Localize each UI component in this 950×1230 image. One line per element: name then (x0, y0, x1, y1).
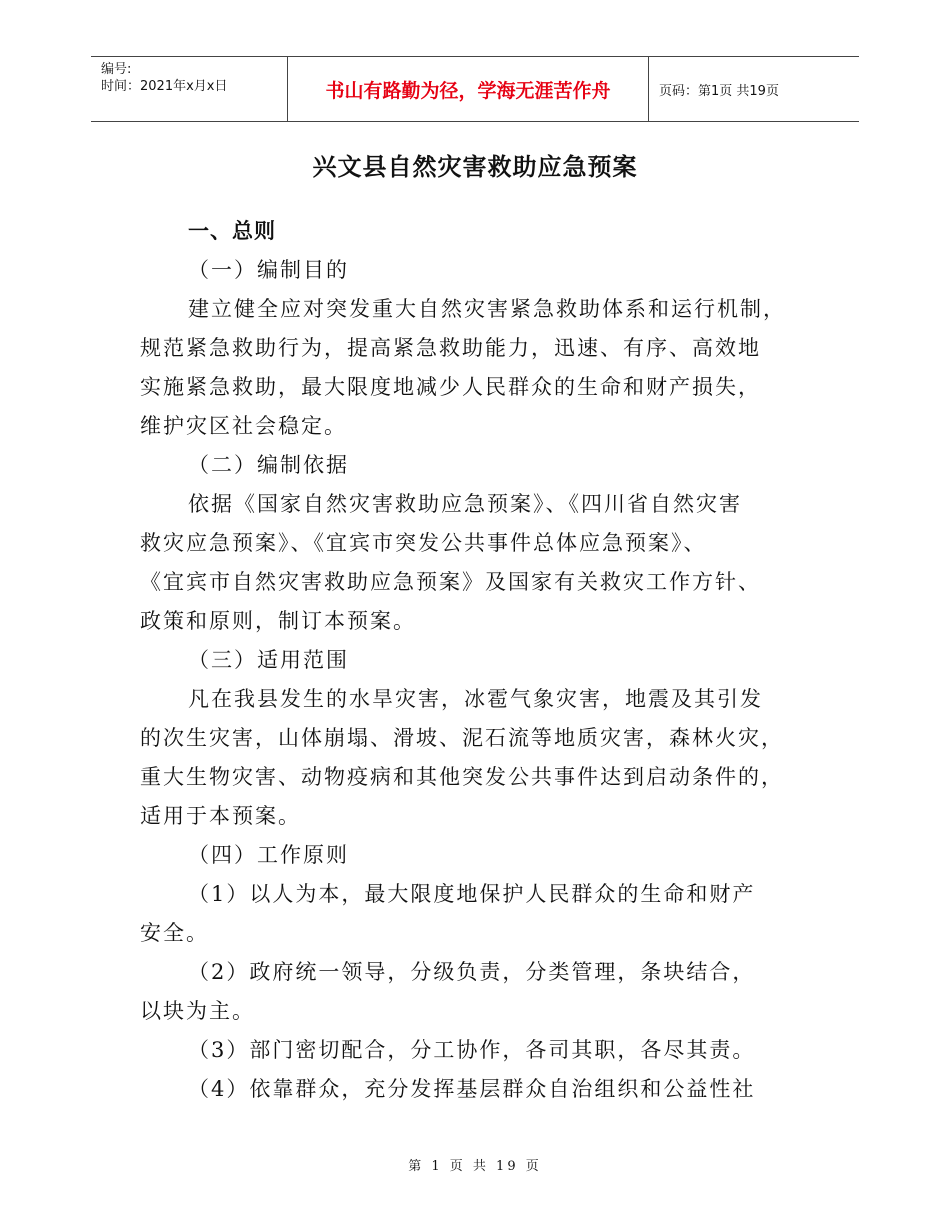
subsection-heading: （三）适用范围 (188, 648, 349, 672)
paragraph-line: 适用于本预案。 (140, 804, 301, 828)
paragraph-line: 建立健全应对突发重大自然灾害紧急救助体系和运行机制， (188, 297, 786, 321)
subsection-heading: （二）编制依据 (188, 453, 349, 477)
paragraph-line: 凡在我县发生的水旱灾害，冰雹气象灾害，地震及其引发 (188, 687, 763, 711)
paragraph-line: 规范紧急救助行为，提高紧急救助能力，迅速、有序、高效地 (140, 336, 761, 360)
page-header (91, 56, 859, 122)
subsection-heading: （四）工作原则 (188, 843, 349, 867)
document-title: 兴文县自然灾害救助应急预案 (312, 152, 638, 181)
paragraph-line: 重大生物灾害、动物疫病和其他突发公共事件达到启动条件的， (140, 765, 784, 789)
paragraph-line: 政策和原则，制订本预案。 (140, 609, 416, 633)
subsection-heading: （一）编制目的 (188, 258, 349, 282)
principle-item: （1）以人为本，最大限度地保护人民群众的生命和财产 (188, 882, 756, 906)
paragraph-line: 以块为主。 (140, 999, 255, 1023)
document-body (140, 212, 840, 1109)
paragraph-line: 依据《国家自然灾害救助应急预案》、《四川省自然灾害 (188, 492, 742, 516)
paragraph-line: 安全。 (140, 921, 209, 945)
paragraph-line: 的次生灾害，山体崩塌、滑坡、泥石流等地质灾害，森林火灾， (140, 726, 784, 750)
paragraph-line: 维护灾区社会稳定。 (140, 414, 347, 438)
principle-item: （2）政府统一领导，分级负责，分类管理，条块结合， (188, 960, 756, 984)
paragraph-line: 救灾应急预案》、《宜宾市突发公共事件总体应急预案》、 (140, 531, 707, 555)
header-meta (91, 57, 287, 121)
header-page-info: 页码：第1页 共19页 (659, 83, 779, 99)
paragraph-line: 实施紧急救助，最大限度地减少人民群众的生命和财产损失， (140, 375, 761, 399)
header-motto: 书山有路勤为径，学海无涯苦作舟 (287, 57, 649, 121)
document-time-label: 时间：2021年x月x日 (101, 79, 228, 94)
page-footer: 第 1 页 共 19 页 (408, 1159, 542, 1174)
document-number-label: 编号: (101, 62, 132, 77)
principle-item: （4）依靠群众，充分发挥基层群众自治组织和公益性社 (188, 1077, 756, 1101)
paragraph-line: 《宜宾市自然灾害救助应急预案》及国家有关救灾工作方针、 (140, 570, 761, 594)
section-heading: 一、总则 (188, 219, 276, 243)
principle-item: （3）部门密切配合，分工协作，各司其职，各尽其责。 (188, 1038, 756, 1062)
